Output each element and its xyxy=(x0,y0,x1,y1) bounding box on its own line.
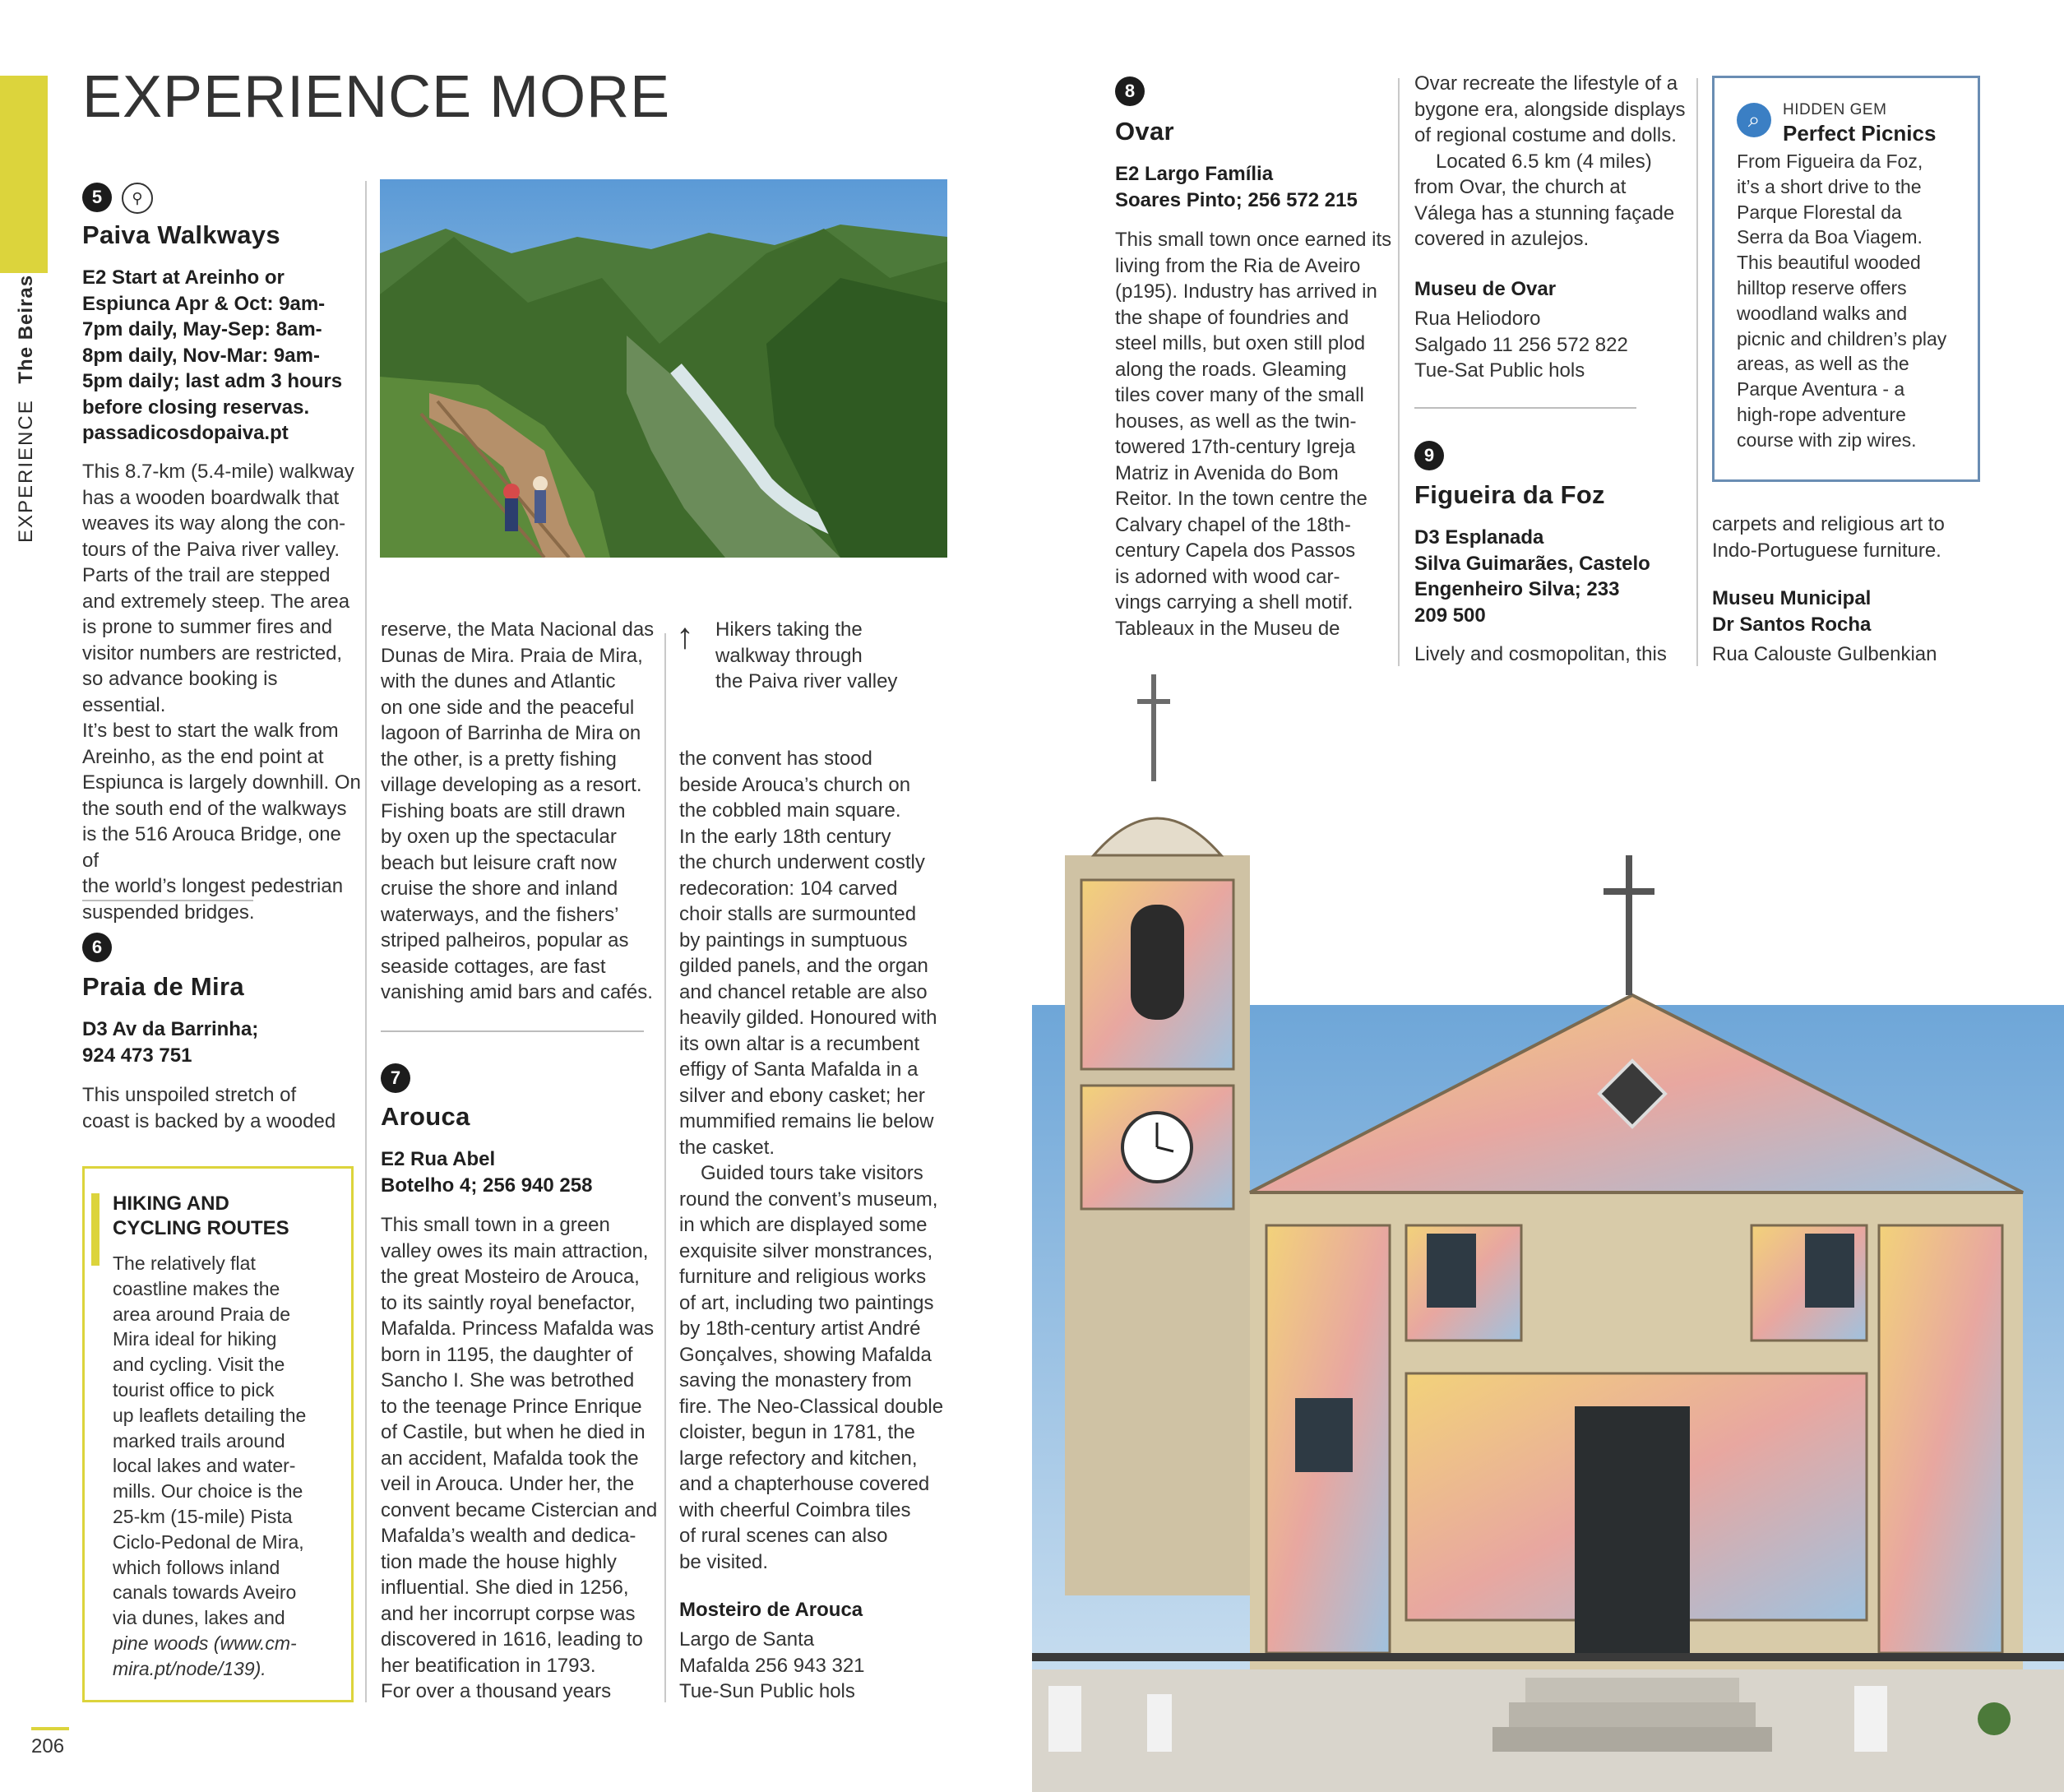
text-line: canals towards Aveiro xyxy=(113,1581,297,1604)
text-line: silver and ebony casket; her xyxy=(679,1084,925,1107)
text-line: by oxen up the spectacular xyxy=(381,826,617,848)
text-line: In the early 18th century xyxy=(679,825,891,848)
text-line: Dunas de Mira. Praia de Mira, xyxy=(381,644,643,667)
info-line: Silva Guimarães, Castelo xyxy=(1414,552,1650,575)
text-line: and a chapterhouse covered xyxy=(679,1473,930,1495)
hidden-gem-label: HIDDEN GEM xyxy=(1783,101,1887,118)
sub-entry-title: Museu de Ovar xyxy=(1414,278,1557,300)
text-line: with cheerful Coimbra tiles xyxy=(679,1498,911,1521)
info-line: D3 Esplanada xyxy=(1414,526,1544,549)
text-line: furniture and religious works xyxy=(679,1266,927,1288)
entry-info-ovar xyxy=(1115,161,1395,213)
text-line: area around Praia de xyxy=(113,1303,291,1325)
text-line: woodland walks and xyxy=(1737,302,1908,324)
text-line: along the roads. Gleaming xyxy=(1115,358,1347,381)
info-line: 5pm daily; last adm 3 hours xyxy=(82,370,343,392)
entry-info-mira xyxy=(82,1016,362,1068)
text-line: From Figueira da Foz, xyxy=(1737,150,1923,172)
text-line: local lakes and water- xyxy=(113,1455,296,1477)
page-number: 206 xyxy=(31,1735,65,1757)
text-line: Fishing boats are still drawn xyxy=(381,799,626,822)
web-link[interactable]: pine woods (www.cm- xyxy=(113,1632,297,1654)
hidden-gem-box xyxy=(1712,76,1980,482)
info-line: E2 Largo Família xyxy=(1115,163,1274,185)
text-line: Mafalda. Princess Mafalda was xyxy=(381,1317,655,1340)
info-line: Tue-Sat Public hols xyxy=(1414,359,1585,382)
text-line: by paintings in sumptuous xyxy=(679,928,908,952)
text-line: vings carrying a shell motif. xyxy=(1115,591,1354,614)
text-line: the cobbled main square. xyxy=(679,799,901,822)
text-line: weaves its way along the con- xyxy=(82,512,346,535)
column-rule xyxy=(664,633,666,1702)
caption-line: the Paiva river valley xyxy=(715,670,898,692)
text-line: century Capela dos Passos xyxy=(1115,539,1356,562)
text-line: For over a thousand years xyxy=(381,1680,612,1702)
text-line: the world’s longest pedestrian xyxy=(82,875,344,897)
text-line: (p195). Industry has arrived in xyxy=(1115,280,1377,303)
text-line: is adorned with wood car- xyxy=(1115,565,1340,588)
text-line: its own altar is a recumbent xyxy=(679,1032,920,1055)
text-line: tion made the house highly xyxy=(381,1550,617,1573)
info-line: 8pm daily, Nov-Mar: 9am- xyxy=(82,344,320,367)
info-line: E2 Start at Areinho or xyxy=(82,266,285,289)
text-line: Tableaux in the Museu de xyxy=(1115,617,1340,640)
web-link[interactable]: mira.pt/node/139). xyxy=(113,1657,266,1679)
text-line: and chancel retable are also xyxy=(679,980,928,1003)
section-accent-bar xyxy=(0,76,48,273)
text-line: gilded panels, and the organ xyxy=(679,955,928,977)
sub-title-line: Dr Santos Rocha xyxy=(1712,613,1872,636)
up-arrow-icon: ↑ xyxy=(676,616,694,656)
text-line: reserve, the Mata Nacional das xyxy=(381,618,655,641)
hiking-routes-box xyxy=(82,1166,354,1702)
text-line: the casket. xyxy=(679,1136,775,1159)
hidden-gem-body xyxy=(1737,149,1983,453)
info-line: Botelho 4; 256 940 258 xyxy=(381,1174,593,1197)
text-line: 25-km (15-mile) Pista xyxy=(113,1505,293,1527)
text-line: redecoration: 104 carved xyxy=(679,877,898,900)
text-line: valley owes its main attraction, xyxy=(381,1239,649,1262)
text-line: coast is backed by a wooded xyxy=(82,1109,336,1132)
page-title: EXPERIENCE MORE xyxy=(82,64,671,130)
text-line: steel mills, but oxen still plod xyxy=(1115,332,1366,354)
text-line: exquisite silver monstrances, xyxy=(679,1239,933,1262)
info-line: E2 Rua Abel xyxy=(381,1148,496,1170)
entry-title-mira: Praia de Mira xyxy=(82,972,244,1001)
text-line: seaside cottages, are fast xyxy=(381,955,606,978)
box-title xyxy=(113,1192,289,1241)
text-line: is prone to summer fires and xyxy=(82,616,333,638)
box-title-line: CYCLING ROUTES xyxy=(113,1217,289,1239)
text-line: visitor numbers are restricted, xyxy=(82,641,343,664)
text-line: Serra da Boa Viagem. xyxy=(1737,226,1923,248)
text-line: waterways, and the fishers’ xyxy=(381,903,619,926)
text-line: The relatively flat xyxy=(113,1253,256,1274)
entry-info-figueira xyxy=(1414,525,1694,628)
entry-body-mira-continued xyxy=(381,617,660,1006)
text-line: houses, as well as the twin- xyxy=(1115,410,1357,433)
entry-body-ovar-continued xyxy=(1414,71,1694,252)
info-line: Salgado 11 256 572 822 xyxy=(1414,333,1628,356)
text-line: saving the monastery from xyxy=(679,1369,912,1391)
text-line: Ciclo-Pedonal de Mira, xyxy=(113,1530,304,1553)
info-line: D3 Av da Barrinha; xyxy=(82,1018,259,1040)
entry-number-badge: 6 xyxy=(82,933,112,962)
text-line: It’s best to start the walk from xyxy=(82,720,339,742)
text-line: heavily gilded. Honoured with xyxy=(679,1007,937,1029)
text-line: veil in Arouca. Under her, the xyxy=(381,1473,635,1495)
text-line: Ovar recreate the lifestyle of a xyxy=(1414,72,1678,95)
text-line: areas, as well as the xyxy=(1737,353,1909,375)
search-icon: ⌕ xyxy=(1737,103,1771,137)
text-line: Válega has a stunning façade xyxy=(1414,201,1675,225)
sub-entry-info xyxy=(1414,306,1694,384)
section-divider xyxy=(82,900,253,901)
sub-entry-info xyxy=(679,1627,959,1705)
text-line: tours of the Paiva river valley. xyxy=(82,538,340,561)
text-line: be visited. xyxy=(679,1550,769,1573)
info-line: Rua Calouste Gulbenkian xyxy=(1712,643,1937,665)
website-link[interactable]: passadicosdopaiva.pt xyxy=(82,422,289,444)
text-line: up leaflets detailing the xyxy=(113,1404,307,1426)
info-line: Espiunca Apr & Oct: 9am- xyxy=(82,292,326,315)
hidden-gem-title: Perfect Picnics xyxy=(1783,121,1937,146)
entry-body-arouca-continued xyxy=(679,746,959,1575)
entry-number-badge: 8 xyxy=(1115,76,1145,106)
entry-body-mira xyxy=(82,1082,362,1134)
text-line: the great Mosteiro de Arouca, xyxy=(381,1266,640,1288)
entry-number-badge: 7 xyxy=(381,1063,410,1093)
text-line: marked trails around xyxy=(113,1429,285,1452)
caption-line: walkway through xyxy=(715,644,863,667)
paiva-valley-photo xyxy=(380,179,947,558)
sub-entry-title xyxy=(1712,586,1992,637)
text-line: choir stalls are surmounted xyxy=(679,903,917,925)
text-line: tourist office to pick xyxy=(113,1378,275,1401)
text-line: covered in azulejos. xyxy=(1414,228,1590,250)
text-line: the south end of the walkways xyxy=(82,797,347,820)
valega-church-illustration xyxy=(1032,666,2064,1792)
info-line: Mafalda 256 943 321 xyxy=(679,1654,865,1677)
text-line: born in 1195, the daughter of xyxy=(381,1343,633,1366)
text-line: This beautiful wooded xyxy=(1737,252,1921,274)
text-line: bygone era, alongside displays xyxy=(1414,98,1686,121)
sub-title-line: Museu Municipal xyxy=(1712,587,1872,609)
info-line: Rua Heliodoro xyxy=(1414,308,1541,330)
box-title-line: HIKING AND xyxy=(113,1192,229,1215)
text-line: cloister, begun in 1781, the xyxy=(679,1421,915,1443)
entry-body-paiva xyxy=(82,459,362,925)
text-line: influential. She died in 1256, xyxy=(381,1577,629,1599)
text-line: of art, including two paintings xyxy=(679,1291,934,1314)
text-line: Espiunca is largely downhill. On xyxy=(82,771,361,794)
text-line: Reitor. In the town centre the xyxy=(1115,488,1368,510)
text-line: and cycling. Visit the xyxy=(113,1354,285,1376)
text-line: an accident, Mafalda took the xyxy=(381,1447,639,1470)
section-divider xyxy=(1414,407,1636,409)
text-line: her beatification in 1793. xyxy=(381,1654,596,1677)
text-line: This 8.7-km (5.4-mile) walkway xyxy=(82,461,354,483)
text-line: and her incorrupt corpse was xyxy=(381,1602,636,1625)
text-line: the church underwent costly xyxy=(679,851,925,873)
entry-number-badge: 9 xyxy=(1414,441,1444,470)
text-line: cruise the shore and inland xyxy=(381,877,618,900)
text-line: mummified remains lie below xyxy=(679,1110,934,1132)
column-rule xyxy=(365,181,367,1702)
entry-info-arouca xyxy=(381,1146,660,1198)
entry-number-badge: 5 xyxy=(82,183,112,212)
text-line: beside Arouca’s church on xyxy=(679,773,911,796)
text-line: to the teenage Prince Enrique xyxy=(381,1395,642,1418)
text-line: on one side and the peaceful xyxy=(381,696,635,719)
text-line: so advance booking is essential. xyxy=(82,668,278,716)
text-line: vanishing amid bars and cafés. xyxy=(381,981,653,1003)
text-line: it’s a short drive to the xyxy=(1737,175,1922,197)
text-line: Parque Aventura - a xyxy=(1737,378,1905,401)
text-line: Indo-Portuguese furniture. xyxy=(1712,539,1941,562)
info-line: Engenheiro Silva; 233 xyxy=(1414,578,1620,600)
text-line: the convent has stood xyxy=(679,748,872,770)
text-line: This small town in a green xyxy=(381,1214,610,1236)
sub-entry-title: Mosteiro de Arouca xyxy=(679,1599,863,1621)
info-line: 7pm daily, May-Sep: 8am- xyxy=(82,318,322,340)
text-line: high-rope adventure xyxy=(1737,403,1906,425)
photo-caption-paiva xyxy=(715,617,954,695)
section-region: The Beiras xyxy=(15,274,37,384)
text-line: Mira ideal for hiking xyxy=(113,1328,277,1350)
text-line: with the dunes and Atlantic xyxy=(381,670,616,692)
text-line: of regional costume and dolls. xyxy=(1414,124,1677,146)
text-line: Guided tours take visitors xyxy=(701,1162,923,1184)
text-line: beach but leisure craft now xyxy=(381,851,617,874)
text-line: effigy of Santa Mafalda in a xyxy=(679,1058,919,1081)
entry-info-paiva xyxy=(82,265,362,447)
text-line: Calvary chapel of the 18th- xyxy=(1115,513,1351,536)
text-line: of Castile, but when he died in xyxy=(381,1421,646,1443)
info-line: Tue-Sun Public hols xyxy=(679,1680,855,1702)
info-line: before closing reservas. xyxy=(82,396,310,419)
entry-title-ovar: Ovar xyxy=(1115,117,1174,146)
entry-title-paiva: Paiva Walkways xyxy=(82,220,280,249)
walking-icon: ⚲ xyxy=(122,183,153,214)
caption-line: Hikers taking the xyxy=(715,618,863,641)
entry-title-figueira: Figueira da Foz xyxy=(1414,480,1605,509)
entry-body-figueira-continued xyxy=(1712,512,1992,563)
text-line: Parts of the trail are stepped xyxy=(82,564,331,586)
text-line: This unspoiled stretch of xyxy=(82,1084,297,1106)
text-line: Located 6.5 km (4 miles) xyxy=(1436,150,1652,173)
text-line: which follows inland xyxy=(113,1556,280,1578)
text-line: village developing as a resort. xyxy=(381,774,642,796)
text-line: picnic and children’s play xyxy=(1737,327,1947,350)
section-tab: EXPERIENCE xyxy=(15,399,37,543)
text-line: mills. Our choice is the xyxy=(113,1480,303,1503)
text-line: towered 17th-century Igreja xyxy=(1115,436,1356,458)
paiva-valley-illustration xyxy=(380,179,947,558)
text-line: lagoon of Barrinha de Mira on xyxy=(381,722,641,744)
text-line: Lively and cosmopolitan, this xyxy=(1414,643,1667,665)
entry-body-arouca xyxy=(381,1212,660,1705)
text-line: has a wooden boardwalk that xyxy=(82,486,340,509)
text-line: carpets and religious art to xyxy=(1712,513,1945,535)
text-line: tiles cover many of the small xyxy=(1115,384,1364,406)
text-line: living from the Ria de Aveiro xyxy=(1115,254,1361,277)
info-line: 209 500 xyxy=(1414,604,1486,627)
text-line: hilltop reserve offers xyxy=(1737,276,1907,299)
section-divider xyxy=(381,1030,644,1032)
text-line: Sancho I. She was betrothed xyxy=(381,1369,635,1391)
text-line: round the convent’s museum, xyxy=(679,1188,938,1211)
info-line: Largo de Santa xyxy=(679,1628,815,1651)
text-line: and extremely steep. The area xyxy=(82,590,350,613)
text-line: of rural scenes can also xyxy=(679,1525,888,1547)
text-line: fire. The Neo-Classical double xyxy=(679,1395,944,1418)
entry-title-arouca: Arouca xyxy=(381,1102,470,1131)
text-line: from Ovar, the church at xyxy=(1414,176,1627,198)
text-line: large refectory and kitchen, xyxy=(679,1447,918,1470)
text-line: Matriz in Avenida do Bom xyxy=(1115,461,1339,484)
info-line: 924 473 751 xyxy=(82,1044,192,1067)
text-line: the shape of foundries and xyxy=(1115,306,1349,329)
box-body xyxy=(113,1251,343,1682)
text-line: This small town once earned its xyxy=(1115,229,1392,251)
text-line: Mafalda’s wealth and dedica- xyxy=(381,1525,636,1547)
text-line: suspended bridges. xyxy=(82,901,255,924)
text-line: Parque Florestal da xyxy=(1737,201,1902,223)
box-accent-bar xyxy=(91,1193,99,1266)
section-vertical-label xyxy=(15,275,38,543)
text-line: by 18th-century artist André xyxy=(679,1317,921,1340)
text-line: course with zip wires. xyxy=(1737,428,1917,451)
valega-church-photo xyxy=(1032,666,2064,1792)
text-line: discovered in 1616, leading to xyxy=(381,1628,643,1651)
info-line: Soares Pinto; 256 572 215 xyxy=(1115,188,1358,211)
entry-body-ovar xyxy=(1115,227,1395,641)
text-line: in which are displayed some xyxy=(679,1214,928,1236)
text-line: the other, is a pretty fishing xyxy=(381,748,617,771)
page-number-rule xyxy=(31,1727,69,1730)
text-line: convent became Cistercian and xyxy=(381,1498,658,1521)
text-line: via dunes, lakes and xyxy=(113,1607,285,1629)
box-corner-left xyxy=(1712,78,1715,479)
text-line: Gonçalves, showing Mafalda xyxy=(679,1343,932,1366)
text-line: Areinho, as the end point at xyxy=(82,745,324,768)
text-line: coastline makes the xyxy=(113,1277,280,1299)
text-line: is the 516 Arouca Bridge, one of xyxy=(82,823,341,872)
text-line: to its saintly royal benefactor, xyxy=(381,1291,636,1314)
text-line: striped palheiros, popular as xyxy=(381,929,629,952)
